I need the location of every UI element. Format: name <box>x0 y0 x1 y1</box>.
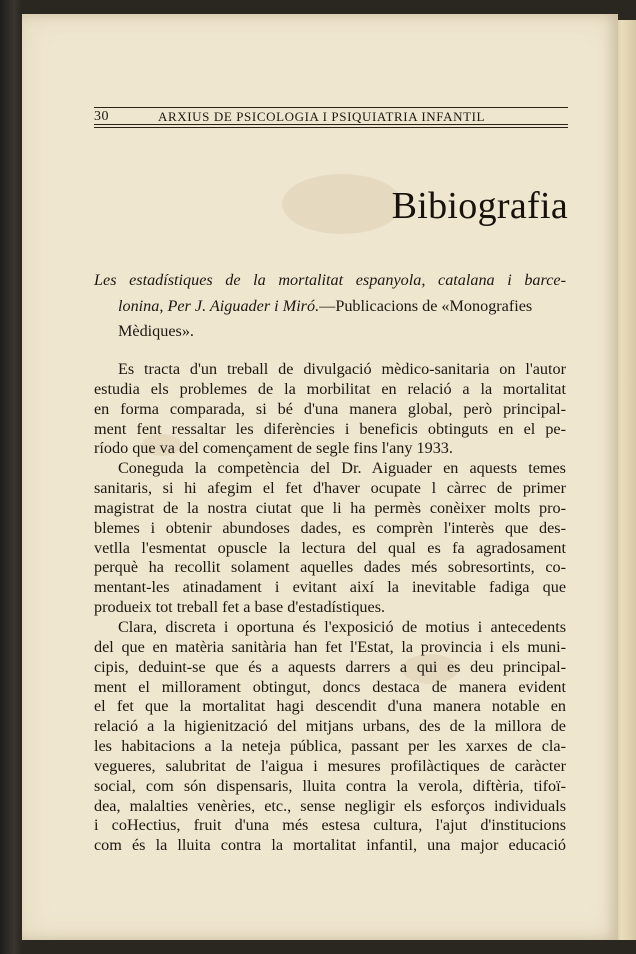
text-line: ríodo que va del començament de segle fins l'any 1933. <box>94 439 453 458</box>
text-line: estudia els problemes de la morbilitat en relació a la mortalitat <box>94 379 566 398</box>
text-line: relació a la higienització del mitjans urbans, des de la millora de <box>94 717 566 736</box>
text-line: sanitaris, si hi afegim el fet d'haver ocupate l càrrec de primer <box>94 479 566 498</box>
text-line: dea, malalties venèries, etc., sense negligir els esforços individuals <box>94 796 566 815</box>
header-rule-bottom-double <box>94 127 568 128</box>
text-line: en forma comparada, si bé d'una manera global, però principal- <box>94 399 566 418</box>
paragraph-2 <box>94 459 566 618</box>
section-title: Bibiografia <box>391 185 568 227</box>
header-rule-top <box>94 107 568 108</box>
text-line: el fet que la mortalitat hagi descendit d'una manera notable en <box>94 697 566 716</box>
text-line: ment el millorament obtingut, doncs destaca de manera evident <box>94 677 566 696</box>
text-line: del que en matèria sanitària han fet l'Estat, la provincia i els muni- <box>94 637 566 656</box>
text-line: les habitacions a la neteja pública, passant per les xarxes de cla- <box>94 737 566 756</box>
text-line: produeix tot treball fet a base d'estadístiques. <box>94 598 386 617</box>
reference-title-line: Les estadístiques de la mortalitat espanyola, catalana i barce- <box>94 271 566 289</box>
running-header <box>94 107 568 131</box>
text-line: vegueres, salubritat de l'aigua i mesures profilàctiques de caràcter <box>94 756 566 775</box>
header-rule-bottom <box>94 124 568 125</box>
journal-title: ARXIUS DE PSICOLOGIA I PSIQUIATRIA INFANTIL <box>158 109 486 124</box>
text-line: Clara, discreta i oportuna és l'exposició de motius i antecedents <box>118 617 566 636</box>
reference-publisher-cont: Mèdiques». <box>118 322 194 340</box>
text-line: vetlla l'esmentat opuscle la lectura del qual es fa agradosament <box>94 538 566 557</box>
text-line: perquè ha recollit solament aquelles dades més sobresortints, co- <box>94 558 566 577</box>
text-line: magistrat de la nostra ciutat que li ha permès conèixer molts pro- <box>94 498 566 517</box>
paragraph-1 <box>94 360 566 459</box>
text-line: mentant-les atinadament i evitant així la inevitable fadiga que <box>94 578 566 597</box>
reference-author: lonina, Per J. Aiguader i Miró. <box>118 296 320 315</box>
text-line: social, com són dispensaris, lluita contra la verola, diftèria, tifoï- <box>94 776 566 795</box>
paper-stain <box>282 174 402 234</box>
bibliographic-reference <box>94 268 566 345</box>
text-line: Es tracta d'un treball de divulgació mèdico-sanitaria on l'autor <box>118 360 566 378</box>
reference-publisher: —Publicacions de «Monografies <box>319 296 533 315</box>
text-line: Coneguda la competència del Dr. Aiguader en aquests temes <box>118 459 566 478</box>
text-line: cipis, deduint-se que és a aquests darrers a qui es deu principal- <box>94 657 566 676</box>
text-line: blemes i obtenir abundoses dades, es comprèn l'interès que des- <box>94 518 566 537</box>
paragraph-3 <box>94 618 566 856</box>
text-line: com és la lluita contra la mortalitat infantil, una major educació <box>94 836 566 855</box>
text-line: ment fent ressaltar les diferències i beneficis obtinguts en el pe- <box>94 419 566 438</box>
page-number: 30 <box>94 109 109 124</box>
text-line: i coHectius, fruit d'una més estesa cultura, l'ajut d'institucions <box>94 816 566 835</box>
review-body <box>94 360 566 856</box>
